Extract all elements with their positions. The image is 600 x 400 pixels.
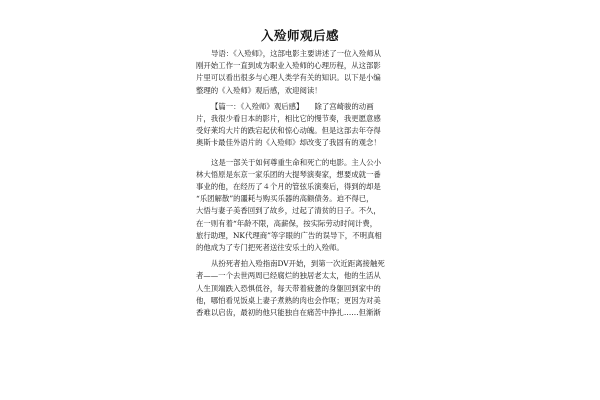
text-line: 片，我很少看日本的影片，相比它的慢节奏，我更愿意感 [196,114,381,124]
text-line: 刚开始工作一直到成为职业入殓师的心理历程，从这部影 [196,61,381,71]
text-line: 【篇一：《入殓师》观后感】 除了宫崎骏的动画 [211,101,374,111]
text-line: 林大悟原是东京一家乐团的大提琴演奏家，想要成就一番 [196,169,381,179]
section-two-paragraph [196,157,404,255]
text-line: 的他成为了专门把死者送往安乐土的入殓师。 [196,243,344,253]
text-line: “乐团解散”的噩耗与购买乐器的高额债务。迫不得已， [196,194,374,204]
text-line: 事业的他，在经历了４个月的管弦乐演奏后，得到的却是 [196,182,381,192]
text-line: 在一则有着“年龄不限，高薪保，按实际劳动时间计费， [196,218,378,228]
document-page [196,26,404,398]
text-line: 他，哪怕看见饭桌上妻子煮熟的肉也会作呕；更因为对美 [196,295,381,305]
text-line: 导语：《入殓师》，这部电影主要讲述了一位入殓师从 [211,49,381,58]
text-line: 香难以启齿，最初的他只能独自在痛苦中挣扎……但渐渐 [196,308,381,318]
text-line: 者——一个去世两周已经腐烂的独居老太太，他的生活从 [196,271,381,281]
section-one-paragraph [196,101,404,150]
text-line: 受好莱坞大片的跌宕起伏和惊心动魄。但是这部去年夺得 [196,126,381,136]
text-line: 人生顶端跌入恐惧低谷，每天带着疲惫的身躯回到家中的 [196,283,381,293]
text-line: 从扮死者拍入殓指南DV开始，到第一次近距离接触死 [211,259,385,269]
text-line: 整理的《入殓师》观后感，欢迎阅读！ [196,85,322,95]
text-line: 奥斯卡最佳外语片的《入殓师》却改变了我固有的观念！ [196,138,381,148]
text-line: 这是一部关于如何尊重生命和死亡的电影。主人公小 [211,157,381,167]
document-title: 入殓师观后感 [260,28,339,43]
intro-paragraph [196,48,404,97]
section-three-paragraph [196,258,404,319]
text-line: 大悟与妻子美香回到了故乡，过起了清贫的日子。不久， [196,206,381,216]
text-line: 片里可以看出很多与心理人类学有关的知识。以下是小编 [196,73,381,83]
text-line: 旅行助理，NK代理商”等字眼的广告的误导下，不明真相 [196,230,382,240]
